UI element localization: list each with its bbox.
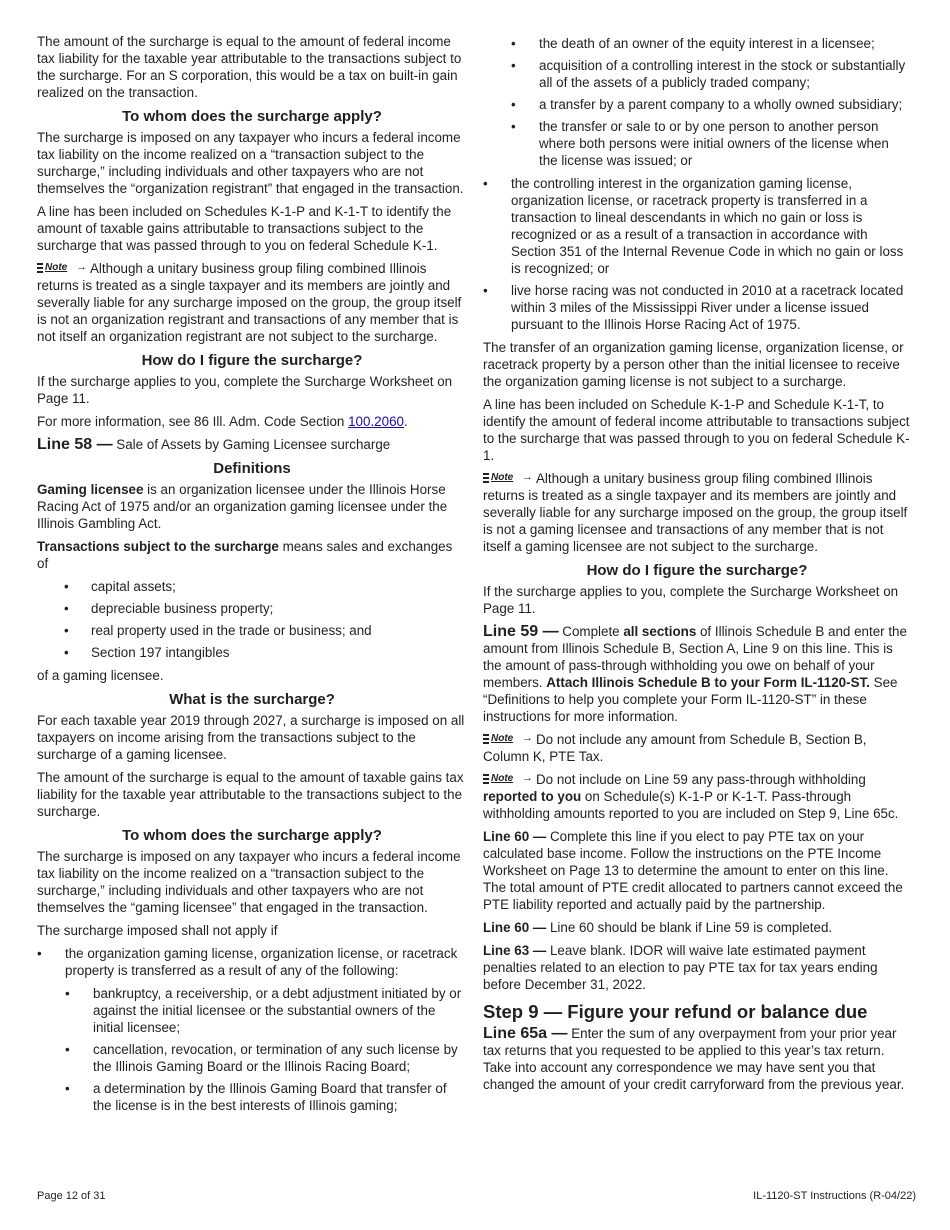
note-icon: Note → — [483, 773, 533, 785]
note-paragraph: Note → Do not include on Line 59 any pass-through withholding reported to you on Schedule(s) K-1-P or K-1-T. Pass-through withholding amounts reported to you are included on Step 9, Line 65c. — [483, 772, 899, 821]
list-item: • Section 197 intangibles — [64, 645, 230, 660]
list-item: • the controlling interest in the organization gaming license, organization license, or racetrack property is transferred in a transaction to lineal descendants in which no gain or loss is recognized or as a result of a transaction in accordance with Section 351 of the Internal Revenue Code in which no gain or loss is recognized; or — [483, 176, 904, 276]
section-heading: How do I figure the surcharge? — [586, 562, 808, 579]
paragraph: The surcharge is imposed on any taxpayer who incurs a federal income tax liability on the income realized on a “transaction subject to the surcharge,” including individuals and other taxpayers who are not themselves the “organization registrant” that engaged in the transaction. — [37, 130, 464, 196]
paragraph: A line has been included on Schedule K-1-P and Schedule K-1-T, to identify the amount of federal income attributable to transactions subject to the surcharge that was passed through to you on federal Schedule K-1. — [483, 397, 910, 463]
note-paragraph: Note → Although a unitary business group filing combined Illinois returns is treated as a single taxpayer and its members are jointly and severally liable for any surcharge imposed on the group, the group itself is not an organization registrant and transactions of any member that is not itself an organization registrant are not subject to the surcharge. — [37, 261, 462, 344]
list-item: • the transfer or sale to or by one person to another person where both persons were initial owners of the license when the license was issued; or — [511, 119, 889, 168]
definition: Gaming licensee is an organization licensee under the Illinois Horse Racing Act of 1975 and/or an organization gaming licensee under the Illinois Gambling Act. — [37, 482, 448, 531]
list-item: • the organization gaming license, organization license, or racetrack property is transferred as a result of any of the following: — [37, 946, 458, 978]
note-icon: Note → — [483, 733, 533, 745]
list-item: • real property used in the trade or business; and — [64, 623, 372, 638]
line-65a-paragraph: Line 65a — Enter the sum of any overpayment from your prior year tax returns that you requested to be applied to this year’s tax return. Take into account any correspondence we may have sent you that changed the amount of your credit carryforward from the previous year. — [483, 1025, 905, 1092]
list-item: • the death of an owner of the equity interest in a licensee; — [511, 36, 875, 51]
list-item: • cancellation, revocation, or termination of any such license by the Illinois Gaming Board or the Illinois Racing Board; — [65, 1042, 458, 1074]
note-paragraph: Note → Do not include any amount from Schedule B, Section B, Column K, PTE Tax. — [483, 732, 867, 764]
list-item: • acquisition of a controlling interest in the stock or substantially all of the assets of a publicly traded company; — [511, 58, 906, 90]
list-item: • capital assets; — [64, 579, 176, 594]
section-heading: To whom does the surcharge apply? — [122, 108, 382, 125]
paragraph: If the surcharge applies to you, complete the Surcharge Worksheet on Page 11. — [37, 374, 453, 406]
line-63-paragraph: Line 63 — Leave blank. IDOR will waive late estimated payment penalties related to an election to pay PTE tax for tax years ending before December 31, 2022. — [483, 943, 878, 992]
line-58-paragraph: Line 58 — Sale of Assets by Gaming Licensee surcharge — [37, 436, 391, 453]
step-9-heading: Step 9 — Figure your refund or balance due — [483, 1001, 868, 1022]
line-60-paragraph: Line 60 — Line 60 should be blank if Line 59 is completed. — [483, 920, 833, 935]
list-item: • a transfer by a parent company to a wholly owned subsidiary; — [511, 97, 903, 112]
line-60-paragraph: Line 60 — Complete this line if you elect to pay PTE tax on your calculated base income. Follow the instructions on the PTE Income Worksheet on Page 13 to determine the amount to enter on this line. The total amount of PTE credit allocated to partners cannot exceed the PTE liability reported and actually paid by the partnership. — [483, 829, 903, 912]
paragraph: The amount of the surcharge is equal to the amount of taxable gains tax liability for the taxable year attributable to the transactions subject to the surcharge. — [37, 770, 464, 819]
exception-list — [483, 175, 911, 333]
note-paragraph: Note → Although a unitary business group filing combined Illinois returns is treated as a single taxpayer and its members are jointly and severally liable for any surcharge imposed on the group, the group itself is not a gaming licensee and transactions of any member that is not itself a gaming licensee are not subject to the surcharge. — [483, 471, 908, 554]
form-identifier: IL-1120-ST Instructions (R-04/22) — [753, 1190, 916, 1202]
paragraph: For each taxable year 2019 through 2027, a surcharge is imposed on all taxpayers on income arising from the transactions subject to the surcharge of a gaming licensee. — [37, 713, 465, 762]
paragraph: A line has been included on Schedules K-1-P and K-1-T to identify the amount of taxable gains attributable to transactions subject to the surcharge that was passed through to you on federal Schedule K-1. — [37, 204, 452, 253]
note-icon: Note → — [483, 472, 533, 484]
left-column — [37, 33, 467, 1120]
definition-list — [37, 578, 467, 661]
paragraph: The amount of the surcharge is equal to the amount of federal income tax liability for the taxable year attributable to the transactions subject to the surcharge. For an S corporation, this would be a tax on built-in gain realized on the transaction. — [37, 34, 462, 100]
section-heading: To whom does the surcharge apply? — [122, 827, 382, 844]
right-column — [483, 33, 911, 1099]
paragraph: The surcharge imposed shall not apply if — [37, 923, 278, 938]
definition: Transactions subject to the surcharge means sales and exchanges of — [37, 539, 453, 571]
paragraph: of a gaming licensee. — [37, 668, 164, 683]
sub-list — [483, 35, 911, 169]
regulation-link[interactable]: 100.2060 — [348, 414, 404, 429]
section-heading: What is the surcharge? — [169, 691, 335, 708]
paragraph: If the surcharge applies to you, complete the Surcharge Worksheet on Page 11. — [483, 584, 899, 616]
section-heading: How do I figure the surcharge? — [141, 352, 363, 369]
paragraph: The surcharge is imposed on any taxpayer who incurs a federal income tax liability on the income realized on a “transaction subject to the surcharge,” including individuals and other taxpayers who are not themselves the “gaming licensee” that engaged in the transaction. — [37, 849, 461, 915]
list-item: • depreciable business property; — [64, 601, 274, 616]
list-item: • live horse racing was not conducted in 2010 at a racetrack located within 3 miles of the Mississippi River under a license issued pursuant to the Illinois Horse Racing Act of 1975. — [483, 283, 904, 332]
paragraph: The transfer of an organization gaming license, organization license, or racetrack property by a person other than the initial licensee to receive the organization gaming license is not subject to a surcharge. — [483, 340, 904, 389]
exception-list — [37, 945, 467, 979]
list-item: • a determination by the Illinois Gaming Board that transfer of the license is in the best interests of Illinois gaming; — [65, 1081, 447, 1113]
note-icon: Note → — [37, 262, 87, 274]
page-number: Page 12 of 31 — [37, 1190, 106, 1202]
section-heading: Definitions — [213, 460, 291, 477]
list-item: • bankruptcy, a receivership, or a debt adjustment initiated by or against the initial licensee or the substantial owners of the initial licensee; — [65, 986, 462, 1035]
line-59-paragraph: Line 59 — Complete all sections of Illinois Schedule B and enter the amount from Illinois Schedule B, Section A, Line 9 on this line. This is the amount of pass-through withholding you owe on behalf of your members. Attach Illinois Schedule B to your Form IL-1120-ST. See “Definitions to help you complete your Form IL-1120-ST” in these instructions for more information. — [483, 623, 907, 724]
paragraph: For more information, see 86 Ill. Adm. Code Section 100.2060. — [37, 414, 408, 429]
sub-list — [37, 985, 467, 1114]
